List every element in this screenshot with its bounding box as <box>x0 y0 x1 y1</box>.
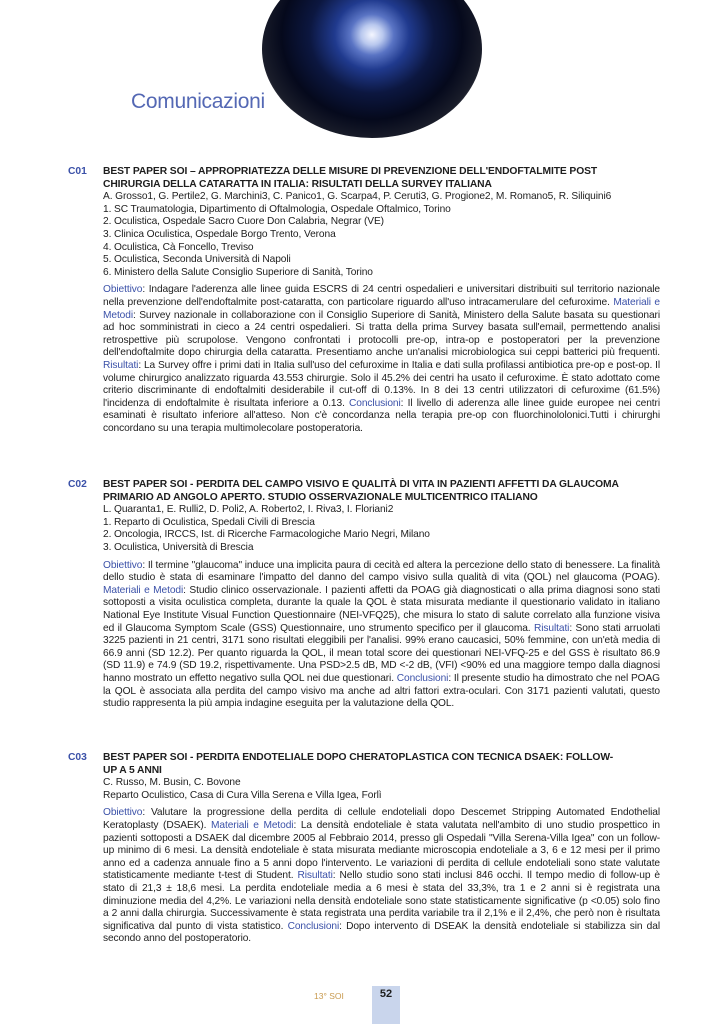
affiliation-line: 2. Oculistica, Ospedale Sacro Cuore Don Calabria, Negrar (VE) <box>103 216 384 228</box>
affiliation-line: 4. Oculistica, Cà Foncello, Treviso <box>103 241 254 253</box>
abstract-text <box>103 284 660 435</box>
obiettivo-text: : Valutare la progressione della perdita di cellule endoteliali dopo Descemet Stripping Automated Endothelial Keratoplasty (DSAEK). <box>103 807 660 831</box>
risultati-text: : Sono stati arruolati 3225 pazienti in 21 centri, 3171 sono risultati eleggibili per l'analisi. 99% erano caucasici, 50% femmine, con un'età media di 66.9 anni (SD 12.2). Per quanto riguarda la QOL, il mean total score dei questionari NEI-VFQ-25 e del GSS è risultato 86.9 (SD 11.9) e 74.9 (SD 19.2, rispettivamente. Una PSD>2.5 dB, MD <-2 dB, (VFI) <90% ed una maggiore tempo dalla diagnosi hanno mostrato un effetto negativo sulla QOL nei due questionari. <box>103 622 660 684</box>
affiliation-line: 2. Oncologia, IRCCS, Ist. di Ricerche Farmacologiche Mario Negri, Milano <box>103 529 430 541</box>
conclusioni-text: : Il presente studio ha dimostrato che nel POAG la QOL è associata alla perdita del campo visivo ma anche ad altri fattori extra-oculari. Con 3171 pazienti valutati, questo studio rappresenta la più ampia indagine eseguita per la valutazione della QOL. <box>103 672 660 710</box>
conclusioni-label: Conclusioni <box>349 397 401 409</box>
affiliation-line: 3. Oculistica, Università di Brescia <box>103 541 254 553</box>
abstract-title-line: BEST PAPER SOI – APPROPRIATEZZA DELLE MISURE DI PREVENZIONE DELL'ENDOFTALMITE POST <box>103 166 598 177</box>
page-footer <box>0 986 725 1024</box>
affiliation-line: 3. Clinica Oculistica, Ospedale Borgo Trento, Verona <box>103 228 336 240</box>
abstract-title-line: CHIRURGIA DELLA CATARATTA IN ITALIA: RISULTATI DELLA SURVEY ITALIANA <box>103 178 492 190</box>
abstract-c02 <box>68 479 660 711</box>
authors-line: A. Grosso1, G. Pertile2, G. Marchini3, C. Panico1, G. Scarpa4, P. Ceruti3, G. Progione2, M. Romano5, R. Siliquini6 <box>103 191 612 203</box>
conclusioni-text: : Dopo intervento di DSEAK la densità endoteliale si stabilizza sin dal secondo anno del postoperatorio. <box>103 920 660 945</box>
abstract-c03 <box>68 752 660 946</box>
authors-line: L. Quaranta1, E. Rulli2, D. Poli2, A. Roberto2, I. Riva3, I. Floriani2 <box>103 504 394 516</box>
section-title: Comunicazioni <box>131 90 265 113</box>
edition-label: 13° SOI <box>314 991 344 1001</box>
metodi-text: : Studio clinico osservazionale. I pazienti affetti da POAG già diagnosticati o alla prima diagnosi sono stati sottoposti a visita oculistica completa, durante la quale la QOL è stata misurata mediante il questionario validato in italiano National Eye Institute Visual Function Questionnaire (NEI-VFQ25), che misura lo stato di salute correlato alla funzione visiva ed il Glaucoma Symptom Scale (GSS) Questionnaire, uno strumento specifico per il glaucoma. <box>103 584 660 634</box>
affiliation-line: Reparto Oculistico, Casa di Cura Villa Serena e Villa Igea, Forlì <box>103 789 382 801</box>
affiliation-line: 5. Oculistica, Seconda Università di Napoli <box>103 254 291 266</box>
affiliation-line: 1. SC Traumatologia, Dipartimento di Oftalmologia, Ospedale Oftalmico, Torino <box>103 203 451 215</box>
risultati-label: Risultati <box>103 359 139 371</box>
abstract-code: C01 <box>68 166 87 177</box>
conclusioni-label: Conclusioni <box>396 672 449 684</box>
risultati-label: Risultati <box>297 870 333 882</box>
risultati-label: Risultati <box>534 622 570 634</box>
abstract-c01 <box>68 166 660 435</box>
metodi-label: Materiali e Metodi <box>103 296 660 321</box>
metodi-label: Materiali e Metodi <box>103 584 184 596</box>
obiettivo-text: : Indagare l'aderenza alle linee guida ESCRS di 24 centri ospedalieri e universitari distribuiti sul territorio nazionale nella prevenzione dell'endoftalmite post-cataratta, con particolare riguardo all'uso intracamerulare del cefuroxime. <box>103 284 660 308</box>
page-number: 52 <box>379 988 393 1000</box>
affiliation-line: 6. Ministero della Salute Consiglio Superiore di Sanità, Torino <box>103 266 373 278</box>
abstract-code: C02 <box>68 479 87 490</box>
eye-header-image <box>262 0 482 138</box>
authors-line: C. Russo, M. Busin, C. Bovone <box>103 777 241 789</box>
obiettivo-label: Obiettivo <box>103 807 143 819</box>
abstract-text <box>103 560 660 711</box>
conclusioni-text: : Il livello di aderenza alle linee guide europee nei centri esaminati è risultato inferiore all'atteso. Non c'è concordanza nella terapia pre-op con fluorchinololonici.Tutti i chirurghi concordano su una terapia multimolecolare postoperatoria. <box>103 397 660 434</box>
conclusioni-label: Conclusioni <box>287 920 340 932</box>
abstract-title-line: UP A 5 ANNI <box>103 764 162 776</box>
metodi-text: : Survey nazionale in collaborazione con il Consiglio Superiore di Sanità, Ministero della Salute basata su questionari ad hoc somministrati in cieco a 24 centri ospedalieri. Si tratta della prima Survey basata sull'email, permettendo analisi retrospettive più scrupolose. Vengono confrontati i protocolli pre-op, intra-op e postoperatori per la prevenzione dell'endoftalmite dopo chirurgia della cataratta. Presentiamo anche un'analisi microbiologica sui ceppi batterici più frequenti. <box>103 309 660 359</box>
metodi-label: Materiali e Metodi <box>211 819 294 831</box>
abstract-text <box>103 807 660 946</box>
page-number-box <box>372 986 400 1024</box>
abstract-code: C03 <box>68 752 87 763</box>
affiliation-line: 1. Reparto di Oculistica, Spedali Civili di Brescia <box>103 516 315 528</box>
abstract-title-line: BEST PAPER SOI - PERDITA ENDOTELIALE DOPO CHERATOPLASTICA CON TECNICA DSAEK: FOLLOW- <box>103 752 614 763</box>
risultati-text: : La Survey offre i primi dati in Italia sull'uso del cefuroxime in Italia e dati sulla profilassi antibiotica pre-op e post-op. Il volume chirurgico analizzato riguarda 43.553 chirurgie. Solo il 45.2% dei centri ha usato il cefuroxime. È stato adottato come criterio discriminante di endoftalmiti desiderabile il cut-off di 0.13%. In 8 dei 13 centri utilizzatori di cefuroxime (61.5%) l'incidenza di endoftalmite è risultata inferiore a 0.13. <box>103 359 660 409</box>
obiettivo-label: Obiettivo <box>103 284 143 296</box>
abstract-title-line: BEST PAPER SOI - PERDITA DEL CAMPO VISIVO E QUALITÀ DI VITA IN PAZIENTI AFFETTI DA GLAUCOMA <box>103 479 619 490</box>
obiettivo-text: : Il termine "glaucoma" induce una implicita paura di cecità ed altera la percezione dello stato di benessere. La finalità dello studio è stata di esaminare l'impatto del danno del campo visivo sulla qualità di vita (QOL) nel glaucoma (POAG). <box>103 559 660 584</box>
obiettivo-label: Obiettivo <box>103 559 143 571</box>
metodi-text: : La densità endoteliale è stata valutata nell'ambito di uno studio prospettico in pazienti sottoposti a DSAEK dal dicembre 2005 al Febbraio 2014, presso gli Ospedali "Villa Serena-Villa Igea" con un follow-up minimo di 6 mesi. La densità endoteliale è stata misurata mediante microscopia endoteliale a 3, 6 e 12 mesi per il primo anno ed a cadenza annuale fino a 5 anni dopo l'intervento. Le variazioni di perdita di cellule endoteliali sono state valutate statisticamente mediante t-test di Student. <box>103 819 660 882</box>
abstract-title-line: PRIMARIO AD ANGOLO APERTO. STUDIO OSSERVAZIONALE MULTICENTRICO ITALIANO <box>103 491 538 503</box>
risultati-text: : Nello studio sono stati inclusi 846 occhi. Il tempo medio di follow-up è stato di 21,3 ± 18,6 mesi. La perdita endoteliale media a 6 mesi è stata del 33,3%, tra 1 e 2 anni si è registrata una diminuzione media del 4,2%. Le variazioni nella densità endoteliale sono state statisticamente significative (p <0.05) solo fino a 2 anni dalla chirurgia. Successivamente è stata registrata una perdita variabile tra il 2,1% e il 2,4%, che però non è risultata significativa dal punto di vista statistico. <box>103 870 660 932</box>
